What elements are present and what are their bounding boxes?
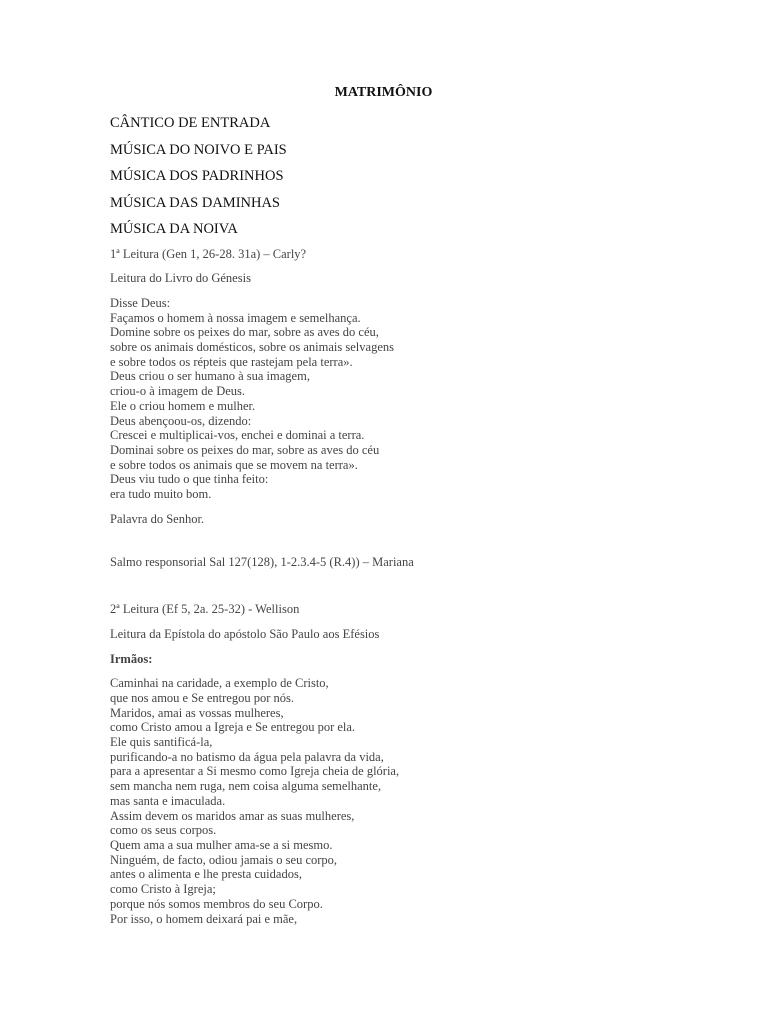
heading-flowergirls-song: MÚSICA DAS DAMINHAS <box>110 194 280 211</box>
text-line: Dominai sobre os peixes do mar, sobre as aves do céu <box>110 442 380 457</box>
heading-bride-song: MÚSICA DA NOIVA <box>110 221 238 237</box>
text-line: Disse Deus: <box>110 295 171 310</box>
text-line: Domine sobre os peixes do mar, sobre as aves do céu, <box>110 325 379 340</box>
document-title: MATRIMÔNIO <box>334 85 433 100</box>
text-line: Crescei e multiplicai-vos, enchei e dominai a terra. <box>110 428 365 443</box>
text-line: purificando-a no batismo da água pela palavra da vida, <box>110 749 384 764</box>
text-line: sem mancha nem ruga, nem coisa alguma semelhante, <box>110 779 382 794</box>
text-line: como Cristo amou a Igreja e Se entregou por ela. <box>110 720 356 735</box>
reading2-reference: 2ª Leitura (Ef 5, 2a. 25-32) - Wellison <box>110 602 300 617</box>
text-line: Quem ama a sua mulher ama-se a si mesmo. <box>110 838 333 852</box>
reading1-source: Leitura do Livro do Génesis <box>110 271 251 286</box>
text-line: antes o alimenta e lhe presta cuidados, <box>110 867 302 882</box>
text-line: Ninguém, de facto, odiou jamais o seu corpo, <box>110 852 338 867</box>
reading1-closing: Palavra do Senhor. <box>110 511 205 526</box>
text-line: era tudo muito bom. <box>110 487 212 502</box>
text-line: Caminhai na caridade, a exemplo de Cristo, <box>110 676 329 691</box>
reading2-source: Leitura da Epístola do apóstolo São Paulo aos Efésios <box>110 626 380 641</box>
text-line: criou-o à imagem de Deus. <box>110 384 246 399</box>
text-line: Ele o criou homem e mulher. <box>110 398 256 413</box>
text-line: para a apresentar a Si mesmo como Igreja cheia de glória, <box>110 764 400 779</box>
text-line: Por isso, o homem deixará pai e mãe, <box>110 911 298 926</box>
text-line: Deus viu tudo o que tinha feito: <box>110 472 269 487</box>
reading2-greeting: Irmãos: <box>110 651 153 666</box>
text-line: e sobre todos os répteis que rastejam pela terra». <box>110 354 353 369</box>
text-line: como Cristo à Igreja; <box>110 882 216 897</box>
heading-entrance-song: CÂNTICO DE ENTRADA <box>110 115 271 131</box>
text-line: Façamos o homem à nossa imagem e semelhança. <box>110 310 361 325</box>
heading-groom-song: MÚSICA DO NOIVO E PAIS <box>110 141 287 158</box>
text-line: Maridos, amai as vossas mulheres, <box>110 705 284 720</box>
heading-godparents-song: MÚSICA DOS PADRINHOS <box>110 168 284 184</box>
text-line: sobre os animais domésticos, sobre os animais selvagens <box>110 340 394 355</box>
psalm-reference: Salmo responsorial Sal 127(128), 1-2.3.4-5 (R.4)) – Mariana <box>110 555 414 570</box>
text-line: Deus criou o ser humano à sua imagem, <box>110 369 310 384</box>
document-page <box>110 84 710 936</box>
text-line: e sobre todos os animais que se movem na terra». <box>110 457 358 472</box>
text-line: Assim devem os maridos amar as suas mulheres, <box>110 808 355 823</box>
text-line: que nos amou e Se entregou por nós. <box>110 690 294 705</box>
text-line: porque nós somos membros do seu Corpo. <box>110 896 323 911</box>
text-line: Ele quis santificá-la, <box>110 735 213 750</box>
reading1-reference: 1ª Leitura (Gen 1, 26-28. 31a) – Carly? <box>110 246 307 261</box>
reading1-text <box>110 296 710 502</box>
text-line: Deus abençoou-os, dizendo: <box>110 413 252 428</box>
text-line: mas santa e imaculada. <box>110 793 226 808</box>
reading2-text <box>110 676 710 926</box>
text-line: como os seus corpos. <box>110 823 217 838</box>
